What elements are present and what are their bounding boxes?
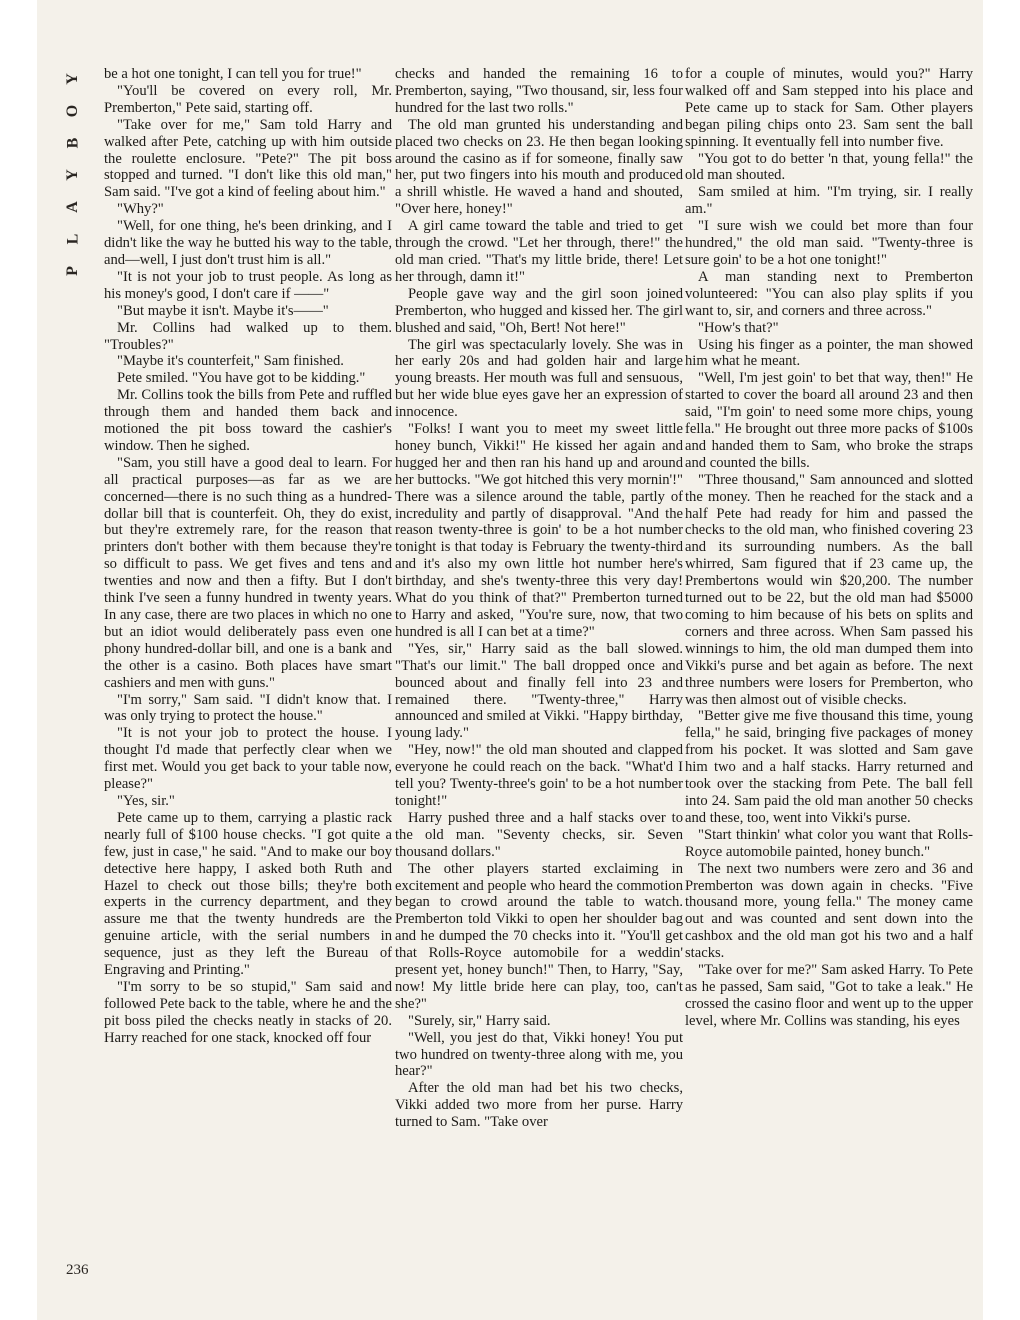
- paragraph: "It is not your job to trust people. As long as his money's good, I don't care if ——": [104, 268, 392, 302]
- paragraph: "It is not your job to protect the house. I thought I'd made that perfectly clear when we first met. Would you get back to your table now, please?": [104, 725, 392, 793]
- paragraph: A man standing next to Premberton volunteered: "You can also play splits if you want to, sir, and corners and three across.": [685, 268, 973, 319]
- masthead-letter: A: [64, 201, 81, 213]
- paragraph: Harry pushed three and a half stacks over to the old man. "Seventy checks, sir. Seven thousand dollars.": [395, 809, 683, 860]
- paragraph: for a couple of minutes, would you?" Harry walked off and Sam stepped into his place and Pete came up to stack for Sam. Other players began piling chips onto 23. Sam sent the ball spinning. It eventually fell into number five.: [685, 66, 973, 150]
- paragraph: "Why?": [117, 201, 164, 218]
- text-column-3: [685, 66, 973, 1030]
- paragraph: "You got to do better 'n that, young fella!" the old man shouted.: [685, 150, 973, 184]
- paragraph: The old man grunted his understanding and placed two checks on 23. He then began looking around the casino as if for someone, finally saw her, put two fingers into his mouth and produced a shrill whistle. He waved a hand and shouted, "Over here, honey!": [395, 116, 683, 218]
- paragraph: "Folks! I want you to meet my sweet little honey bunch, Vikki!" He kissed her again and hugged her and then ran his hand up and around her buttocks. "We got hitched this very mornin'!" There was a silence around the table, partly of incredulity and partly of disapproval. "And the reason twenty-three is goin' to be a hot number tonight is that today is February the twenty-third and it's also my own little hot number here's birthday, and she's twenty-three this very day! What do you think of that?" Premberton turned to Harry and asked, "You're sure, now, that two hundred is all I can bet at a time?": [395, 421, 683, 640]
- paragraph: "Start thinkin' what color you want that Rolls-Royce automobile painted, honey bunch.": [685, 826, 973, 860]
- masthead-letter: L: [63, 233, 81, 245]
- paragraph: Sam smiled at him. "I'm trying, sir. I really am.": [685, 184, 973, 218]
- paragraph: Pete came up to them, carrying a plastic rack nearly full of $100 house checks. "I got quite a few, just in case," he said. "And to make our boy detective here happy, I asked both Ruth and Hazel to check out those bills; they're both experts in the currency department, and they assure me that the twenty hundreds are the genuine article, with the serial numbers in sequence, just as they left the Bureau of Engraving and Printing.": [104, 809, 392, 979]
- paragraph: "Take over for me?" Sam asked Harry. To Pete as he passed, Sam said, "Got to take a leak." He crossed the casino floor and went up to the upper level, where Mr. Collins was standing, his eyes: [685, 962, 973, 1029]
- paragraph: "Yes, sir.": [117, 792, 175, 809]
- paragraph: checks and handed the remaining 16 to Premberton, saying, "Two thousand, sir, less four hundred for the last two rolls.": [395, 66, 683, 116]
- page-number: 236: [66, 1262, 89, 1278]
- paragraph: Using his finger as a pointer, the man showed him what he meant.: [685, 336, 973, 370]
- paragraph: "I'm sorry," Sam said. "I didn't know that. I was only trying to protect the house.": [104, 691, 392, 725]
- paragraph: "Well, you jest do that, Vikki honey! You put two hundred on twenty-three along with me, you hear?": [395, 1029, 683, 1080]
- paragraph: A girl came toward the table and tried to get through the crowd. "Let her through, there!" the old man cried. "That's my little bride, there! Let her through, damn it!": [395, 218, 683, 285]
- paragraph: "Sam, you still have a good deal to learn. For all practical purposes—as far as we are concerned—there is no such thing as a hundred-dollar bill that is counterfeit. Oh, they do exist, but they're extremely rare, for the reason that printers don't bother with them because they're so difficult to pass. We get fives and tens and twenties and now and then a fifty. But I don't think I've seen a funny hundred in twenty years. In any case, there are two places in which no one but an idiot would deliberately pass even one phony hundred-dollar bill, and one is a bank and the other is a casino. Both places have smart cashiers and men with guns.": [104, 454, 392, 691]
- paragraph: The girl was spectacularly lovely. She was in her early 20s and had golden hair and large young breasts. Her mouth was full and sensuous, but her wide blue eyes gave her an expression of innocence.: [395, 336, 683, 421]
- paragraph: "Yes, sir," Harry said as the ball slowed. "That's our limit." The ball dropped once and bounced about and finally fell into 23 and remained there. "Twenty-three," Harry announced and smiled at Vikki. "Happy birthday, young lady.": [395, 640, 683, 742]
- masthead-letter: Y: [64, 169, 81, 181]
- paragraph: "You'll be covered on every roll, Mr. Premberton," Pete said, starting off.: [104, 82, 392, 116]
- text-column-2: [395, 66, 683, 1131]
- masthead-letter: B: [63, 137, 81, 149]
- text-column-1: [104, 66, 392, 1047]
- paragraph: be a hot one tonight, I can tell you for true!": [104, 66, 362, 82]
- paragraph: "Well, I'm jest goin' to bet that way, then!" He started to cover the board all around 23 and then said, "I'm goin' to need some more chips, young fella." He brought out three more packs of $100s and handed them to Sam, who broke the straps and counted the bills.: [685, 370, 973, 471]
- paragraph: "Surely, sir," Harry said.: [408, 1012, 551, 1029]
- paragraph: "Hey, now!" the old man shouted and clapped everyone he could reach on the back. "What'd I tell you? Twenty-three's goin' to be a hot number tonight!": [395, 742, 683, 809]
- paragraph: The other players started exclaiming in excitement and people who heard the commotion began to crowd around the table to watch. Premberton told Vikki to open her shoulder bag and he dumped the 70 checks into it. "You'll get that Rolls-Royce automobile for a weddin' present yet, honey bunch!" Then, to Harry, "Say, now! My little bride here can play, too, can't she?": [395, 860, 683, 1012]
- paragraph: "Well, for one thing, he's been drinking, and I didn't like the way he butted his way to the table, and—well, I just don't trust him is all.": [104, 218, 392, 268]
- paragraph: Mr. Collins had walked up to them. "Troubles?": [104, 319, 392, 353]
- paragraph: "Maybe it's counterfeit," Sam finished.: [117, 353, 344, 370]
- paragraph: "Three thousand," Sam announced and slotted the money. Then he reached for the stack and a half Pete had ready for him and passed the checks to the old man, who finished covering 23 and its surrounding numbers. As the ball whirred, Sam figured that if 23 came up, the Prembertons would win $20,200. The number turned out to be 22, but the old man had $5000 coming to him because of his bets on splits and corners and three across. When Sam passed his winnings to him, the old man dumped them into Vikki's purse and bet again as before. The next three numbers were losers for Premberton, who was then almost out of visible checks.: [685, 471, 973, 708]
- paragraph: "Better give me five thousand this time, young fella," he said, bringing five packages of money from his pocket. It was slotted and Sam gave him two and a half stacks. Harry returned and took over the stacking from Pete. The ball fell into 24. Sam paid the old man another 50 checks and these, too, went into Vikki's purse.: [685, 708, 973, 826]
- paragraph: Pete smiled. "You have got to be kidding.": [117, 370, 366, 387]
- masthead-letter: O: [63, 104, 81, 118]
- paragraph: The next two numbers were zero and 36 and Premberton was down again in checks. "Five thousand more, young fella." The money came out and was counted and sent down into the cashbox and the old man got his two and a half stacks.: [685, 860, 973, 962]
- paragraph: Mr. Collins took the bills from Pete and ruffled through them and handed them back and motioned the pit boss toward the cashier's window. Then he sighed.: [104, 387, 392, 454]
- paragraph: "How's that?": [698, 319, 779, 336]
- masthead-letter: Y: [64, 73, 81, 85]
- paragraph: "Take over for me," Sam told Harry and walked after Pete, catching up with him outside the roulette enclosure. "Pete?" The pit boss stopped and turned. "I don't like this old man," Sam said. "I've got a kind of feeling about him.": [104, 116, 392, 201]
- paragraph: After the old man had bet his two checks, Vikki added two more from her purse. Harry turned to Sam. "Take over: [395, 1080, 683, 1131]
- paragraph: "I'm sorry to be so stupid," Sam said and followed Pete back to the table, where he and the pit boss piled the checks neatly in stacks of 20. Harry reached for one stack, knocked off four: [104, 978, 392, 1046]
- masthead-letter: P: [64, 266, 81, 276]
- masthead-vertical: [64, 66, 82, 306]
- paragraph: "But maybe it isn't. Maybe it's——": [117, 302, 329, 319]
- paragraph: People gave way and the girl soon joined Premberton, who hugged and kissed her. The girl blushed and said, "Oh, Bert! Not here!": [395, 285, 683, 336]
- paragraph: "I sure wish we could bet more than four hundred," the old man said. "Twenty-three is sure goin' to be a hot one tonight!": [685, 218, 973, 268]
